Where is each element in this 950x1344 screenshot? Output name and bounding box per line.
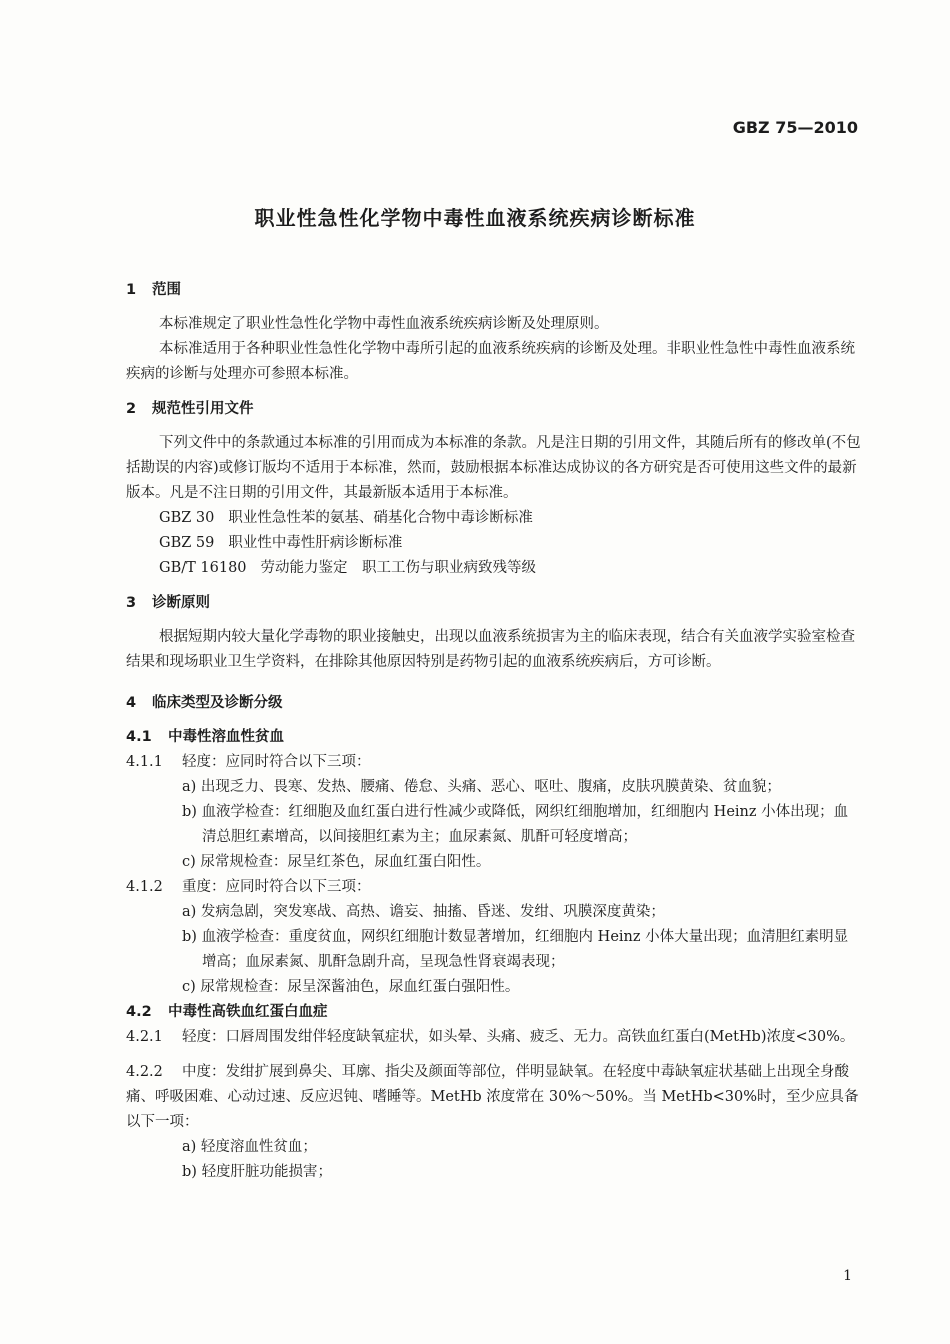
item-text: 轻度溶血性贫血； xyxy=(200,1139,317,1155)
clause-text: 中度：发绀扩展到鼻尖、耳廓、指尖及颜面等部位，伴明显缺氧。在轻度中毒缺氧症状基础上出现全身酸痛、呼吸困难、心动过速、反应迟钝、嗜睡等。MetHb 浓度常在 30%～50%。当 MetHb<30%时，至少应具备以下一项： xyxy=(126,1064,859,1130)
item-text: 尿常规检查：尿呈深酱油色，尿血红蛋白强阳性。 xyxy=(200,979,520,995)
clause-4-1-2 xyxy=(126,875,862,900)
list-item xyxy=(126,1135,862,1160)
subsection-number: 4.2 xyxy=(126,1004,152,1020)
list-item xyxy=(126,900,862,925)
clause-4-1-1 xyxy=(126,750,862,775)
list-item xyxy=(126,850,862,875)
list-item xyxy=(126,775,862,800)
document-body xyxy=(126,278,862,1185)
section-number: 3 xyxy=(126,595,137,611)
subsection-4-1-heading xyxy=(126,725,862,750)
item-label: a) xyxy=(182,1139,197,1155)
reference-item xyxy=(126,556,862,581)
reference-item xyxy=(126,506,862,531)
section-4-heading xyxy=(126,691,862,715)
item-text: 尿常规检查：尿呈红茶色，尿血红蛋白阳性。 xyxy=(200,854,491,870)
reference-title: 职业性急性苯的氨基、硝基化合物中毒诊断标准 xyxy=(228,510,533,526)
item-label: c) xyxy=(182,854,196,870)
clause-number: 4.1.2 xyxy=(126,879,163,895)
reference-item xyxy=(126,531,862,556)
section-title: 临床类型及诊断分级 xyxy=(152,695,283,711)
reference-title: 劳动能力鉴定 职工工伤与职业病致残等级 xyxy=(260,560,537,576)
section-1-heading xyxy=(126,278,862,302)
clause-4-2-1 xyxy=(126,1025,862,1050)
item-text: 轻度肝脏功能损害； xyxy=(201,1164,333,1180)
section-3-heading xyxy=(126,591,862,615)
subsection-4-2-heading xyxy=(126,1000,862,1025)
paragraph: 本标准适用于各种职业性急性化学物中毒所引起的血液系统疾病的诊断及处理。非职业性急性中毒性血液系统疾病的诊断与处理亦可参照本标准。 xyxy=(126,341,855,382)
item-text: 血液学检查：红细胞及血红蛋白进行性减少或降低，网织红细胞增加，红细胞内 Heinz 小体出现；血清总胆红素增高，以间接胆红素为主；血尿素氮、肌酐可轻度增高； xyxy=(201,804,849,845)
item-label: a) xyxy=(182,904,197,920)
clause-text: 轻度：应同时符合以下三项： xyxy=(182,754,371,770)
paragraph: 根据短期内较大量化学毒物的职业接触史，出现以血液系统损害为主的临床表现，结合有关血液学实验室检查结果和现场职业卫生学资料，在排除其他原因特别是药物引起的血液系统疾病后，方可诊断。 xyxy=(126,629,855,670)
list-item xyxy=(126,1160,862,1185)
clause-number: 4.2.2 xyxy=(126,1064,163,1080)
section-number: 1 xyxy=(126,282,137,298)
paragraph: 下列文件中的条款通过本标准的引用而成为本标准的条款。凡是注日期的引用文件，其随后所有的修改单(不包括勘误的内容)或修订版均不适用于本标准，然而，鼓励根据本标准达成协议的各方研究是否可使用这些文件的最新版本。凡是不注日期的引用文件，其最新版本适用于本标准。 xyxy=(126,435,861,501)
section-number: 4 xyxy=(126,695,137,711)
page-title: 职业性急性化学物中毒性血液系统疾病诊断标准 xyxy=(254,206,696,230)
list-item xyxy=(126,925,862,975)
page-number: 1 xyxy=(843,1268,852,1284)
section-title: 规范性引用文件 xyxy=(152,401,254,417)
item-label: b) xyxy=(182,1164,197,1180)
paragraph: 本标准规定了职业性急性化学物中毒性血液系统疾病诊断及处理原则。 xyxy=(159,316,609,332)
section-number: 2 xyxy=(126,401,137,417)
subsection-number: 4.1 xyxy=(126,729,152,745)
reference-code: GB/T 16180 xyxy=(159,560,247,576)
section-title: 诊断原则 xyxy=(152,595,210,611)
item-text: 发病急剧，突发寒战、高热、谵妄、抽搐、昏迷、发绀、巩膜深度黄染； xyxy=(200,904,665,920)
list-item xyxy=(126,800,862,850)
item-label: b) xyxy=(182,929,197,945)
item-label: c) xyxy=(182,979,196,995)
section-title: 范围 xyxy=(152,282,181,298)
item-text: 血液学检查：重度贫血，网织红细胞计数显著增加，红细胞内 Heinz 小体大量出现；血清胆红素明显增高；血尿素氮、肌酐急剧升高，呈现急性肾衰竭表现； xyxy=(201,929,849,970)
clause-text: 轻度：口唇周围发绀伴轻度缺氧症状，如头晕、头痛、疲乏、无力。高铁血红蛋白(MetHb)浓度<30%。 xyxy=(182,1029,855,1045)
subsection-title: 中毒性溶血性贫血 xyxy=(168,729,284,745)
list-item xyxy=(126,975,862,1000)
section-2-heading xyxy=(126,397,862,421)
clause-number: 4.2.1 xyxy=(126,1029,163,1045)
reference-code: GBZ 30 xyxy=(159,510,215,526)
reference-title: 职业性中毒性肝病诊断标准 xyxy=(228,535,403,551)
clause-text: 重度：应同时符合以下三项： xyxy=(182,879,371,895)
subsection-title: 中毒性高铁血红蛋白血症 xyxy=(168,1004,328,1020)
clause-4-2-2 xyxy=(126,1060,862,1135)
reference-code: GBZ 59 xyxy=(159,535,215,551)
clause-number: 4.1.1 xyxy=(126,754,163,770)
standard-code: GBZ 75—2010 xyxy=(732,118,858,137)
item-label: a) xyxy=(182,779,197,795)
item-text: 出现乏力、畏寒、发热、腰痛、倦怠、头痛、恶心、呕吐、腹痛，皮肤巩膜黄染、贫血貌； xyxy=(200,779,781,795)
item-label: b) xyxy=(182,804,197,820)
